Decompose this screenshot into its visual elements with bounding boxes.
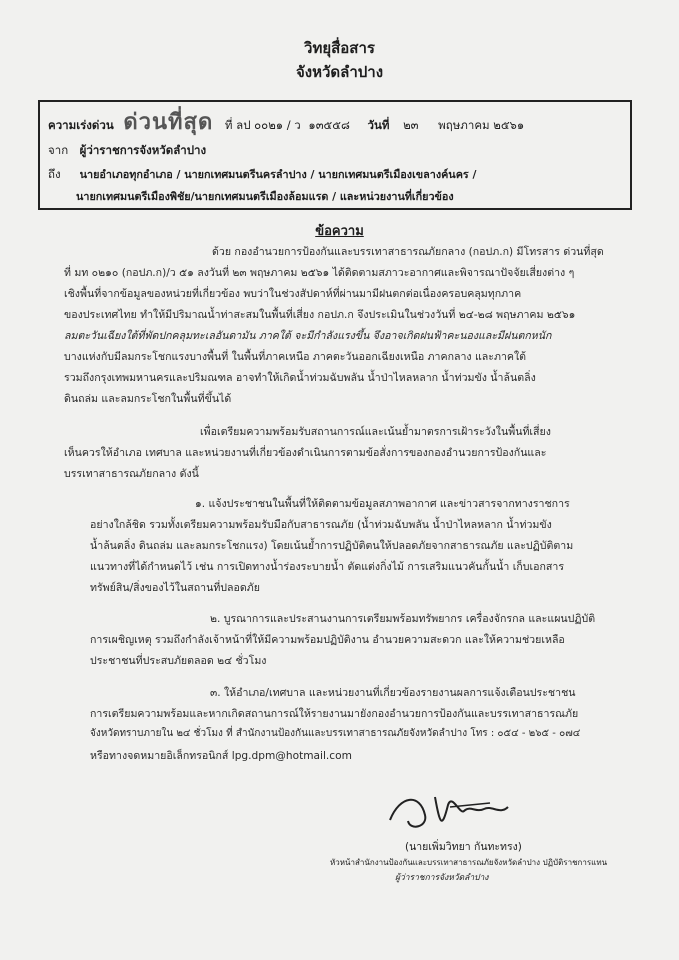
urgency-stamp: ด่วนที่สุด (123, 110, 214, 135)
to-line-1: นายอำเภอทุกอำเภอ / นายกเทศมนตรีนครลำปาง / นายกเทศมนตรีเมืองเขลางค์นคร / (79, 168, 477, 181)
item3-line: การเตรียมความพร้อมและหากเกิดสถานการณ์ให้รายงานมายังกองอำนวยการป้องกันและบรรเทาสาธารณภัย (90, 708, 579, 720)
para1-line: ลมตะวันเฉียงใต้ที่พัดปกคลุมทะเลอันดามัน ภาคใต้ จะมีกำลังแรงขึ้น จึงอาจเกิดฝนฟ้าคะนองและมีฝนตกหนัก (64, 330, 552, 342)
para1-line: บางแห่งกับมีลมกระโชกแรงบางพื้นที่ ในพื้นที่ภาคเหนือ ภาคตะวันออกเฉียงเหนือ ภาคกลาง และภาคใต้ (64, 351, 527, 363)
item2-line: ประชาชนที่ประสบภัยตลอด ๒๔ ชั่วโมง (90, 655, 267, 667)
ref-number: ๑๓๕๕๘ (308, 118, 350, 132)
ref-prefix: ที่ ลป ๐๐๒๑ / ว (224, 118, 301, 132)
item1-line: แนวทางที่ได้กำหนดไว้ เช่น การเปิดทางน้ำร่องระบายน้ำ ตัดแต่งกิ่งไม้ การเสริมแนวคันกั้นน้ำ เก็บเอกสาร (90, 561, 565, 573)
para1-line: ดินถล่ม และลมกระโชกในพื้นที่ขึ้นได้ (64, 393, 232, 405)
to-line-2: นายกเทศมนตรีเมืองพิชัย/นายกเทศมนตรีเมืองล้อมแรด / และหน่วยงานที่เกี่ยวข้อง (76, 190, 454, 203)
org-line-2: จังหวัดลำปาง (295, 63, 384, 81)
item1-line: ทรัพย์สิน/สิ่งของไว้ในสถานที่ปลอดภัย (90, 582, 260, 594)
item1-line: อย่างใกล้ชิด รวมทั้งเตรียมความพร้อมรับมือกับสาธารณภัย (น้ำท่วมฉับพลัน น้ำป่าไหลหลาก น้ำท่วมขัง (90, 519, 552, 531)
date-label: วันที่ (367, 118, 390, 132)
item2-line: การเผชิญเหตุ รวมถึงกำลังเจ้าหน้าที่ให้มีความพร้อมปฏิบัติงาน อำนวยความสะดวก และให้ความช่วยเหลือ (90, 634, 565, 646)
date-day: ๒๓ (403, 118, 419, 132)
to-label: ถึง (48, 167, 61, 181)
item3-line: ๓. ให้อำเภอ/เทศบาล และหน่วยงานที่เกี่ยวข้องรายงานผลการแจ้งเตือนประชาชน (210, 687, 576, 699)
para1-line: ด้วย กองอำนวยการป้องกันและบรรเทาสาธารณภัยกลาง (กอปภ.ก) มีโทรสาร ด่วนที่สุด (212, 246, 604, 258)
item1-line: น้ำล้นตลิ่ง ดินถล่ม และลมกระโชกแรง) โดยเน้นย้ำการปฏิบัติตนให้ปลอดภัยจากสาธารณภัย และปฏิบัติตาม (90, 540, 574, 552)
item2-line: ๒. บูรณาการและประสานงานการเตรียมพร้อมทรัพยากร เครื่องจักรกล และแผนปฏิบัติ (210, 613, 596, 625)
para1-line: ของประเทศไทย ทำให้มีปริมาณน้ำท่าสะสมในพื้นที่เสี่ยง กอปภ.ก จึงประเมินในช่วงวันที่ ๒๔-๒๘ พฤษภาคม ๒๕๖๑ (64, 309, 576, 321)
signatory-position-1: หัวหน้าสำนักงานป้องกันและบรรเทาสาธารณภัยจังหวัดลำปาง ปฏิบัติราชการแทน (330, 858, 608, 867)
org-line-1: วิทยุสื่อสาร (304, 39, 375, 57)
item3-line: จังหวัดทราบภายใน ๒๔ ชั่วโมง ที่ สำนักงานป้องกันและบรรเทาสาธารณภัยจังหวัดลำปาง โทร : ๐๕๔ - ๒๖๕ - ๐๗๔ (90, 728, 581, 739)
para2-line: เห็นควรให้อำเภอ เทศบาล และหน่วยงานที่เกี่ยวข้องดำเนินการตามข้อสั่งการของกองอำนวยการป้องกันและ (64, 447, 547, 459)
signatory-position-2: ผู้ว่าราชการจังหวัดลำปาง (395, 873, 489, 883)
signatory-name: (นายเพิ่มวิทยา กันทะทรง) (405, 841, 522, 853)
para1-line: รวมถึงกรุงเทพมหานครและปริมณฑล อาจทำให้เกิดน้ำท่วมฉับพลัน น้ำป่าไหลหลาก น้ำท่วมขัง น้ำล้นตลิ่ง (64, 372, 536, 384)
handwritten-signature (380, 785, 520, 835)
date-month-year: พฤษภาคม ๒๕๖๑ (438, 118, 525, 132)
urgency-label: ความเร่งด่วน (48, 118, 114, 132)
para2-line: เพื่อเตรียมความพร้อมรับสถานการณ์และเน้นย้ำมาตรการเฝ้าระวังในพื้นที่เสี่ยง (200, 426, 551, 438)
message-title: ข้อความ (315, 224, 364, 239)
from-value: ผู้ว่าราชการจังหวัดลำปาง (79, 143, 207, 157)
item1-line: ๑. แจ้งประชาชนในพื้นที่ให้ติดตามข้อมูลสภาพอากาศ และข่าวสารจากทางราชการ (195, 498, 570, 510)
item3-line: หรือทางจดหมายอิเล็กทรอนิกส์ lpg.dpm@hotmail.com (90, 750, 352, 762)
from-label: จาก (48, 143, 69, 157)
para1-line: ที่ มท ๐๒๑๐ (กอปภ.ก)/ว ๕๑ ลงวันที่ ๒๓ พฤษภาคม ๒๕๖๑ ได้ติดตามสภาวะอากาศและพิจารณาปัจจัยเสี่ยงต่าง ๆ (64, 267, 575, 279)
para2-line: บรรเทาสาธารณภัยกลาง ดังนี้ (64, 468, 199, 480)
memo-header-box (38, 100, 632, 210)
para1-line: เชิงพื้นที่จากข้อมูลของหน่วยที่เกี่ยวข้อง พบว่าในช่วงสัปดาห์ที่ผ่านมามีฝนตกต่อเนื่องครอบคลุมทุกภาค (64, 288, 522, 300)
